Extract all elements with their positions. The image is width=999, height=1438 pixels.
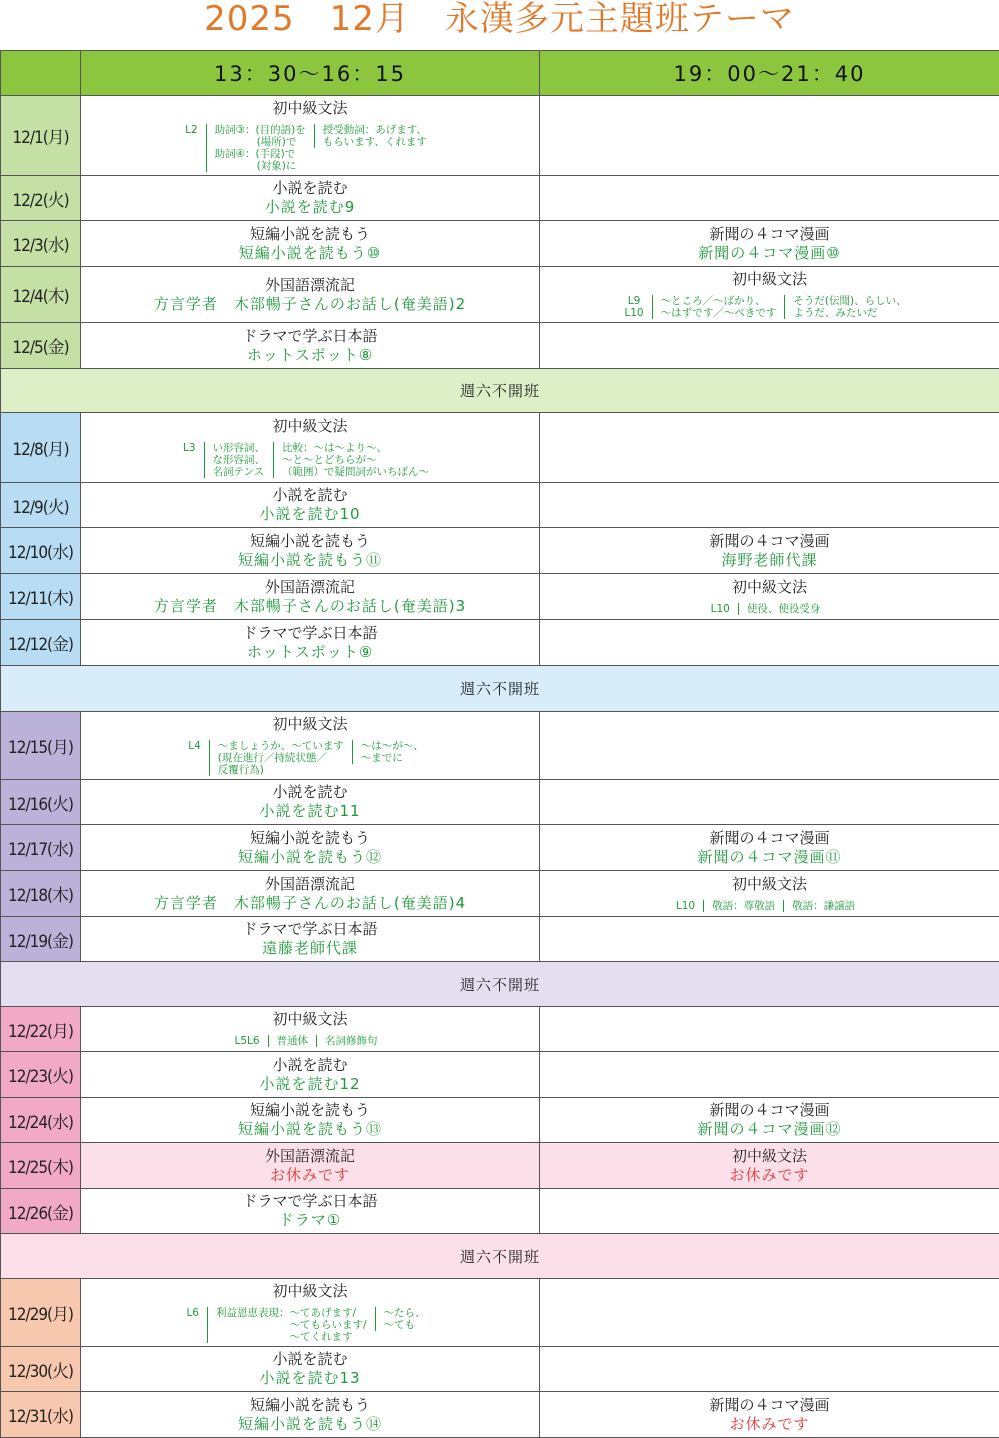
afternoon-title: 初中級文法 — [81, 99, 539, 118]
schedule-row — [1, 267, 999, 323]
schedule-row — [1, 871, 999, 917]
header-corner — [1, 51, 81, 96]
afternoon-grammar — [186, 1307, 433, 1343]
evening-subtitle: お休みです — [540, 1415, 999, 1434]
afternoon-grammar-wrap — [81, 118, 539, 172]
afternoon-cell — [81, 413, 540, 483]
evening-cell — [540, 483, 999, 528]
date-cell: 12/4(木) — [1, 267, 81, 323]
afternoon-cell — [81, 712, 540, 780]
evening-subtitle: 新聞の４コマ漫画⑪ — [540, 848, 999, 867]
afternoon-title: 初中級文法 — [81, 715, 539, 734]
evening-cell — [540, 620, 999, 666]
date-cell: 12/12(金) — [1, 620, 81, 666]
evening-cell — [540, 1347, 999, 1392]
date-cell: 12/30(火) — [1, 1347, 81, 1392]
evening-subtitle: 新聞の４コマ漫画⑩ — [540, 244, 999, 263]
closed-cell: 週六不開班 — [1, 666, 999, 712]
evening-title: 初中級文法 — [540, 1147, 999, 1166]
date-cell: 12/23(火) — [1, 1052, 81, 1098]
afternoon-subtitle: 小説を読む13 — [81, 1369, 539, 1388]
evening-cell — [540, 1143, 999, 1189]
afternoon-title: ドラマで学ぶ日本語 — [81, 624, 539, 643]
schedule-row — [1, 176, 999, 221]
afternoon-grammar-col: 〜ましょうか、〜ています (現在進行／持続状態／ 反覆行為) — [209, 740, 352, 776]
evening-title: 新聞の４コマ漫画 — [540, 829, 999, 848]
schedule-row — [1, 825, 999, 871]
schedule-row — [1, 483, 999, 528]
evening-cell — [540, 96, 999, 176]
afternoon-grammar-level: L3 — [183, 442, 204, 454]
evening-cell — [540, 1052, 999, 1098]
schedule-row — [1, 413, 999, 483]
afternoon-title: 短編小説を読もう — [81, 1101, 539, 1120]
evening-title: 初中級文法 — [540, 578, 999, 597]
header-row — [1, 51, 999, 96]
evening-cell — [540, 712, 999, 780]
evening-title: 初中級文法 — [540, 875, 999, 894]
afternoon-title: 外国語漂流記 — [81, 1147, 539, 1166]
header-slot-evening: 19：00〜21：40 — [540, 51, 999, 96]
afternoon-cell — [81, 1347, 540, 1392]
afternoon-title: 小説を読む — [81, 486, 539, 505]
afternoon-cell — [81, 574, 540, 620]
schedule-row — [1, 1143, 999, 1189]
schedule-row — [1, 712, 999, 780]
schedule-row — [1, 574, 999, 620]
schedule-row — [1, 1007, 999, 1052]
schedule-row — [1, 528, 999, 574]
evening-cell — [540, 1189, 999, 1234]
schedule-row — [1, 221, 999, 267]
afternoon-subtitle: 小説を読む9 — [81, 198, 539, 217]
afternoon-subtitle: 小説を読む10 — [81, 505, 539, 524]
afternoon-subtitle: ホットスポット⑨ — [81, 643, 539, 662]
evening-grammar-level: L10 — [711, 603, 738, 615]
evening-cell — [540, 574, 999, 620]
evening-cell — [540, 780, 999, 825]
evening-grammar-level: L10 — [676, 900, 703, 912]
evening-grammar — [676, 900, 863, 912]
evening-cell — [540, 413, 999, 483]
afternoon-subtitle: 遠藤老師代課 — [81, 939, 539, 958]
evening-cell — [540, 176, 999, 221]
afternoon-grammar-wrap — [81, 1301, 539, 1343]
afternoon-grammar-level: L4 — [188, 740, 209, 752]
afternoon-cell — [81, 871, 540, 917]
evening-title: 初中級文法 — [540, 270, 999, 289]
afternoon-title: 小説を読む — [81, 783, 539, 802]
closed-cell: 週六不開班 — [1, 1234, 999, 1279]
afternoon-subtitle: 短編小説を読もう⑬ — [81, 1120, 539, 1139]
afternoon-title: ドラマで学ぶ日本語 — [81, 327, 539, 346]
evening-grammar-col: 使役、使役受身 — [738, 603, 829, 615]
date-cell: 12/10(水) — [1, 528, 81, 574]
afternoon-title: 外国語漂流記 — [81, 578, 539, 597]
afternoon-cell — [81, 825, 540, 871]
schedule-row — [1, 323, 999, 369]
afternoon-cell — [81, 917, 540, 962]
afternoon-cell — [81, 780, 540, 825]
afternoon-grammar-col: 利益恩恵表現：〜てあげます/ 〜てもらいます/ 〜てくれます — [207, 1307, 375, 1343]
afternoon-cell — [81, 221, 540, 267]
date-cell: 12/3(水) — [1, 221, 81, 267]
afternoon-subtitle: 小説を読む12 — [81, 1075, 539, 1094]
afternoon-cell — [81, 96, 540, 176]
schedule-row — [1, 780, 999, 825]
evening-grammar-col: 敬語：謙譲語 — [783, 900, 863, 912]
date-cell: 12/16(火) — [1, 780, 81, 825]
afternoon-grammar — [234, 1035, 385, 1047]
schedule-row — [1, 1098, 999, 1143]
evening-subtitle: お休みです — [540, 1166, 999, 1185]
date-cell: 12/19(金) — [1, 917, 81, 962]
afternoon-subtitle: 短編小説を読もう⑫ — [81, 848, 539, 867]
afternoon-grammar-level: L6 — [186, 1307, 207, 1319]
afternoon-grammar-col: い形容詞、 な形容詞、 名詞テンス — [204, 442, 274, 478]
closed-row — [1, 1234, 999, 1279]
evening-cell — [540, 267, 999, 323]
afternoon-cell — [81, 528, 540, 574]
afternoon-title: 外国語漂流記 — [81, 276, 539, 295]
afternoon-grammar-level: L5L6 — [234, 1035, 267, 1047]
evening-title: 新聞の４コマ漫画 — [540, 1101, 999, 1120]
date-cell: 12/31(水) — [1, 1392, 81, 1438]
afternoon-title: 初中級文法 — [81, 417, 539, 436]
afternoon-cell — [81, 1007, 540, 1052]
afternoon-title: 短編小説を読もう — [81, 829, 539, 848]
afternoon-grammar-level: L2 — [185, 124, 206, 136]
closed-row — [1, 369, 999, 413]
date-cell: 12/2(火) — [1, 176, 81, 221]
evening-cell — [540, 1098, 999, 1143]
afternoon-cell — [81, 1143, 540, 1189]
afternoon-cell — [81, 1098, 540, 1143]
evening-title: 新聞の４コマ漫画 — [540, 1396, 999, 1415]
closed-cell: 週六不開班 — [1, 962, 999, 1007]
evening-grammar-col: そうだ(伝聞)、らしい、 ようだ、みたいだ — [784, 295, 914, 319]
evening-title: 新聞の４コマ漫画 — [540, 532, 999, 551]
schedule-row — [1, 1052, 999, 1098]
evening-cell — [540, 528, 999, 574]
afternoon-subtitle: 方言学者 木部暢子さんのお話し(奄美語)4 — [81, 894, 539, 913]
afternoon-title: 短編小説を読もう — [81, 1396, 539, 1415]
schedule-row — [1, 1189, 999, 1234]
afternoon-cell — [81, 1189, 540, 1234]
header-slot-afternoon: 13：30〜16：15 — [81, 51, 540, 96]
afternoon-cell — [81, 1392, 540, 1438]
evening-grammar-level: L9 L10 — [624, 295, 651, 319]
afternoon-subtitle: 短編小説を読もう⑩ — [81, 244, 539, 263]
afternoon-cell — [81, 483, 540, 528]
evening-cell — [540, 1007, 999, 1052]
evening-subtitle: 海野老師代課 — [540, 551, 999, 570]
afternoon-cell — [81, 1279, 540, 1347]
afternoon-title: 短編小説を読もう — [81, 532, 539, 551]
afternoon-subtitle: 方言学者 木部暢子さんのお話し(奄美語)3 — [81, 597, 539, 616]
afternoon-title: 初中級文法 — [81, 1010, 539, 1029]
evening-grammar-wrap — [540, 597, 999, 616]
afternoon-subtitle: ホットスポット⑧ — [81, 346, 539, 365]
date-cell: 12/22(月) — [1, 1007, 81, 1052]
afternoon-subtitle: 短編小説を読もう⑪ — [81, 551, 539, 570]
evening-cell — [540, 917, 999, 962]
page-title: 2025 12月 永漢多元主題班テーマ — [0, 0, 999, 44]
date-cell: 12/15(月) — [1, 712, 81, 780]
schedule-row — [1, 917, 999, 962]
afternoon-grammar-col: 授受動詞：あげます、 もらいます、くれます — [314, 124, 435, 148]
date-cell: 12/24(水) — [1, 1098, 81, 1143]
afternoon-grammar — [183, 442, 437, 478]
schedule-row — [1, 1392, 999, 1438]
evening-cell — [540, 221, 999, 267]
afternoon-title: 外国語漂流記 — [81, 875, 539, 894]
afternoon-grammar-wrap — [81, 436, 539, 478]
afternoon-cell — [81, 176, 540, 221]
date-cell: 12/29(月) — [1, 1279, 81, 1347]
date-cell: 12/17(水) — [1, 825, 81, 871]
schedule-row — [1, 620, 999, 666]
afternoon-title: 小説を読む — [81, 1056, 539, 1075]
evening-grammar-col: 敬語：尊敬語 — [703, 900, 783, 912]
date-cell: 12/5(金) — [1, 323, 81, 369]
closed-cell: 週六不開班 — [1, 369, 999, 413]
evening-cell — [540, 323, 999, 369]
date-cell: 12/11(木) — [1, 574, 81, 620]
evening-grammar — [711, 603, 829, 615]
afternoon-cell — [81, 267, 540, 323]
afternoon-title: 小説を読む — [81, 1350, 539, 1369]
afternoon-grammar-col: 〜は〜が〜、 〜までに — [352, 740, 432, 764]
evening-grammar — [624, 295, 914, 319]
afternoon-cell — [81, 323, 540, 369]
evening-grammar-col: 〜ところ／〜ばかり、 〜はずです／〜べきです — [652, 295, 785, 319]
evening-subtitle: 新聞の４コマ漫画⑫ — [540, 1120, 999, 1139]
evening-cell — [540, 1392, 999, 1438]
afternoon-title: 短編小説を読もう — [81, 225, 539, 244]
schedule-row — [1, 96, 999, 176]
date-cell: 12/9(火) — [1, 483, 81, 528]
afternoon-grammar-col: 普通体 — [268, 1035, 317, 1047]
evening-grammar-wrap — [540, 289, 999, 319]
afternoon-subtitle: 短編小説を読もう⑭ — [81, 1415, 539, 1434]
afternoon-title: ドラマで学ぶ日本語 — [81, 1192, 539, 1211]
afternoon-cell — [81, 1052, 540, 1098]
afternoon-grammar-col: 名詞修飾句 — [316, 1035, 386, 1047]
afternoon-subtitle: 方言学者 木部暢子さんのお話し(奄美語)2 — [81, 295, 539, 314]
afternoon-grammar-col: 比較：〜は〜より〜、 〜と〜とどちらが〜 （範囲）で疑問詞がいちばん〜 — [273, 442, 437, 478]
closed-row — [1, 962, 999, 1007]
evening-cell — [540, 871, 999, 917]
closed-row — [1, 666, 999, 712]
afternoon-grammar — [188, 740, 432, 776]
date-cell: 12/8(月) — [1, 413, 81, 483]
date-cell: 12/26(金) — [1, 1189, 81, 1234]
afternoon-title: 初中級文法 — [81, 1282, 539, 1301]
afternoon-title: ドラマで学ぶ日本語 — [81, 920, 539, 939]
evening-cell — [540, 825, 999, 871]
afternoon-subtitle: 小説を読む11 — [81, 802, 539, 821]
evening-cell — [540, 1279, 999, 1347]
schedule-row — [1, 1279, 999, 1347]
date-cell: 12/1(月) — [1, 96, 81, 176]
afternoon-grammar-col: 助詞③：(目的語)を (場所)で 助詞④：(手段)で (対象)に — [206, 124, 314, 172]
afternoon-title: 小説を読む — [81, 179, 539, 198]
date-cell: 12/25(木) — [1, 1143, 81, 1189]
afternoon-cell — [81, 620, 540, 666]
afternoon-subtitle: ドラマ① — [81, 1211, 539, 1230]
afternoon-grammar — [185, 124, 435, 172]
schedule-row — [1, 1347, 999, 1392]
afternoon-grammar-wrap — [81, 734, 539, 776]
afternoon-subtitle: お休みです — [81, 1166, 539, 1185]
evening-title: 新聞の４コマ漫画 — [540, 225, 999, 244]
afternoon-grammar-wrap — [81, 1029, 539, 1048]
date-cell: 12/18(木) — [1, 871, 81, 917]
evening-grammar-wrap — [540, 894, 999, 913]
afternoon-grammar-col: 〜たら、 〜ても — [375, 1307, 434, 1331]
schedule-table — [0, 50, 999, 1438]
